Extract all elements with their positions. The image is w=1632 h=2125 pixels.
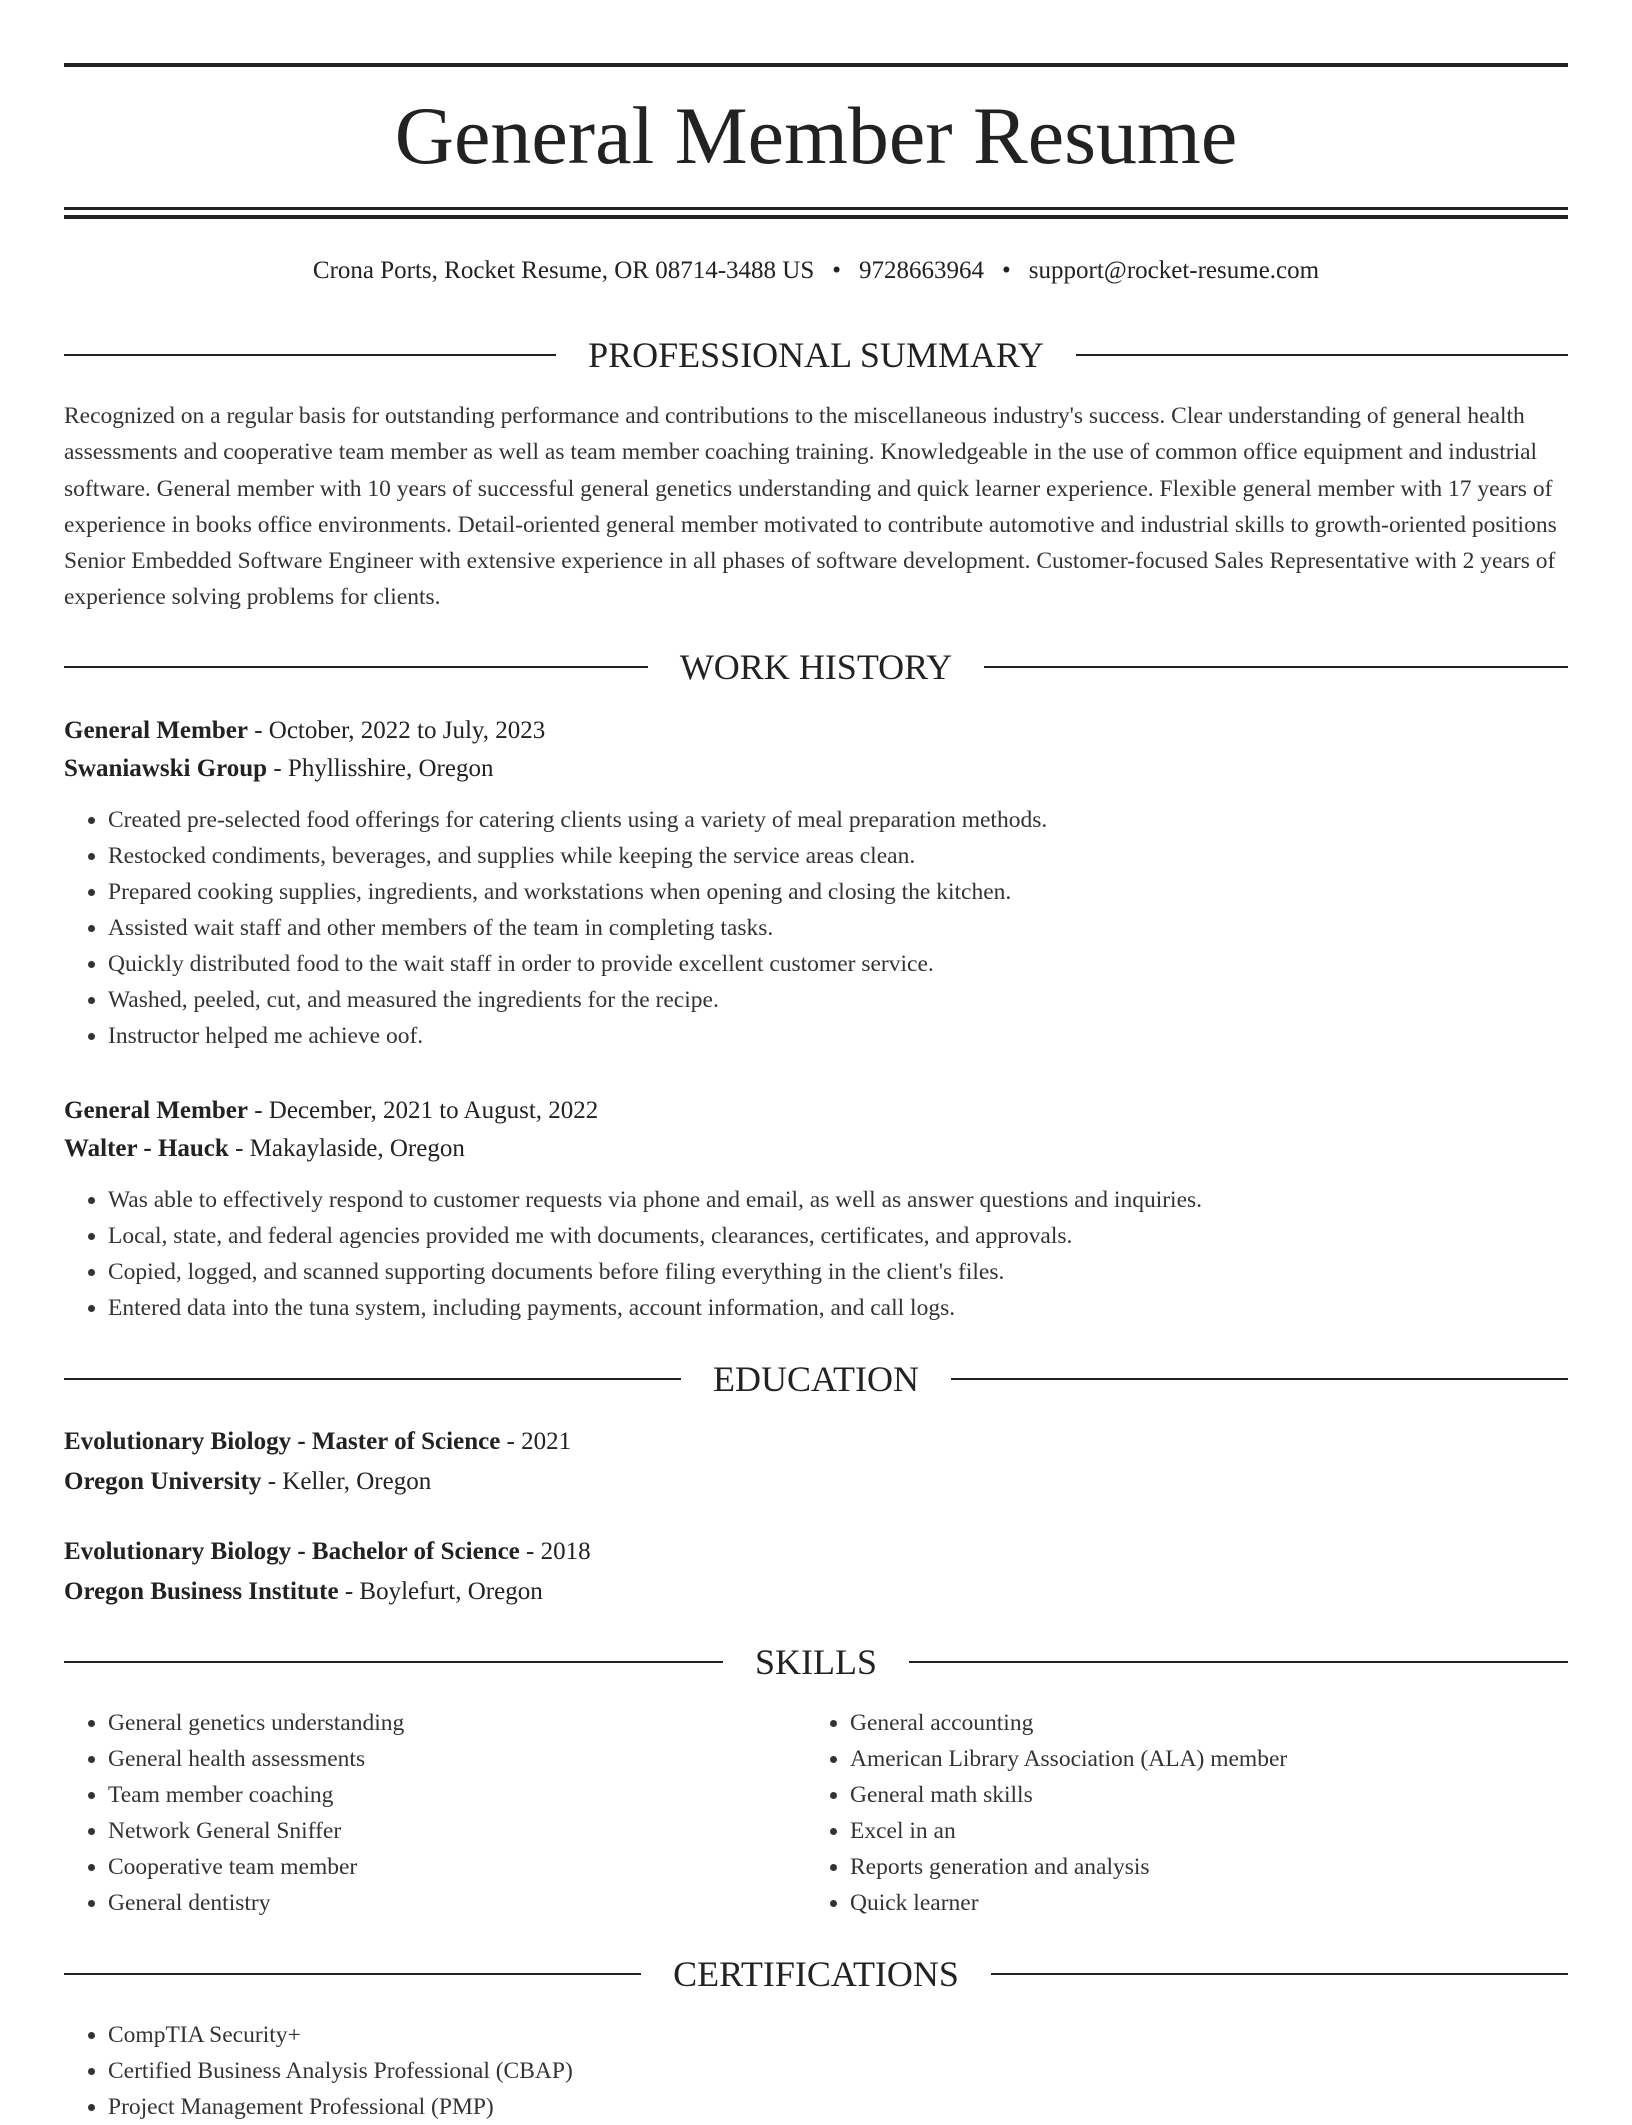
list-item: • Restocked condiments, beverages, and supplies while keeping the service areas clean. <box>108 838 1568 874</box>
list-item: • Reports generation and analysis <box>850 1849 1548 1885</box>
heading-rule <box>64 354 556 356</box>
heading-rule <box>991 1973 1568 1975</box>
job-entry <box>64 1092 1568 1326</box>
title-rule-lower <box>64 215 1568 219</box>
edu-degree: Evolutionary Biology - Bachelor of Science <box>64 1538 520 1565</box>
edu-degree: Evolutionary Biology - Master of Science <box>64 1428 501 1455</box>
job-company-line <box>64 1130 1568 1168</box>
list-item: • Project Management Professional (PMP) <box>108 2089 1568 2125</box>
edu-year: - 2018 <box>519 1538 591 1565</box>
section-heading-skills <box>64 1640 1568 1684</box>
section-heading-work <box>64 645 1568 689</box>
education-entry <box>64 1422 1568 1502</box>
job-location: - Makaylaside, Oregon <box>228 1135 465 1162</box>
list-item: • American Library Association (ALA) member <box>850 1741 1548 1777</box>
job-duties <box>64 802 1568 1054</box>
section-title: EDUCATION <box>713 1359 919 1399</box>
section-heading-certifications <box>64 1952 1568 1996</box>
section-heading-summary <box>64 333 1568 377</box>
contact-separator: • <box>1002 257 1011 284</box>
job-company: Swaniawski Group <box>64 755 268 782</box>
list-item: • CompTIA Security+ <box>108 2017 1568 2053</box>
list-item: • Was able to effectively respond to customer requests via phone and email, as well as answer questions and inquiries. <box>108 1182 1568 1218</box>
summary-text: Recognized on a regular basis for outstanding performance and contributions to the miscellaneous industry's success. Clear understanding of general health assessments and cooperative team member as well as team member coaching training. Knowledgeable in the use of common office equipment and industrial software. General member with 10 years of successful general genetics understanding and quick learner experience. Flexible general member with 17 years of experience in books office environments. Detail-oriented general member motivated to contribute automotive and industrial skills to growth-oriented positions Senior Embedded Software Engineer with extensive experience in all phases of software development. Customer-focused Sales Representative with 2 years of experience solving problems for clients. <box>64 403 1557 611</box>
job-duties <box>64 1182 1568 1326</box>
contact-phone: 9728663964 <box>859 257 985 284</box>
edu-location: - Keller, Oregon <box>261 1468 432 1495</box>
list-item: • General math skills <box>850 1777 1548 1813</box>
job-title-line <box>64 712 1568 750</box>
list-item: • Certified Business Analysis Professional (CBAP) <box>108 2053 1568 2089</box>
edu-location: - Boylefurt, Oregon <box>338 1578 543 1605</box>
list-item: • Copied, logged, and scanned supporting documents before filing everything in the client's files. <box>108 1254 1568 1290</box>
list-item: • Washed, peeled, cut, and measured the ingredients for the recipe. <box>108 982 1568 1018</box>
education-entry <box>64 1532 1568 1612</box>
heading-rule <box>909 1661 1568 1663</box>
list-item: • Prepared cooking supplies, ingredients, and workstations when opening and closing the kitchen. <box>108 874 1568 910</box>
list-item: • General health assessments <box>108 1741 806 1777</box>
heading-rule <box>64 1661 723 1663</box>
job-location: - Phyllisshire, Oregon <box>267 755 494 782</box>
contact-email: support@rocket-resume.com <box>1028 257 1320 284</box>
heading-rule <box>64 1973 641 1975</box>
job-role: General Member <box>64 1097 248 1124</box>
heading-rule <box>64 666 648 668</box>
skills-column-right <box>806 1705 1548 1921</box>
skills-right <box>806 1705 1548 1921</box>
heading-rule <box>984 666 1568 668</box>
contact-address: Crona Ports, Rocket Resume, OR 08714-3488 US <box>312 257 815 284</box>
edu-year: - 2021 <box>500 1428 572 1455</box>
list-item: • Created pre-selected food offerings for catering clients using a variety of meal preparation methods. <box>108 802 1568 838</box>
certifications <box>64 2017 1568 2125</box>
list-item: • Quickly distributed food to the wait staff in order to provide excellent customer service. <box>108 946 1568 982</box>
list-item: • Cooperative team member <box>108 1849 806 1885</box>
section-title: PROFESSIONAL SUMMARY <box>588 335 1044 375</box>
edu-degree-line <box>64 1422 1568 1462</box>
job-dates: - December, 2021 to August, 2022 <box>247 1097 599 1124</box>
heading-rule <box>951 1378 1568 1380</box>
list-item: • Excel in an <box>850 1813 1548 1849</box>
skills-column-left <box>64 1705 806 1921</box>
section-title: CERTIFICATIONS <box>673 1954 959 1994</box>
job-title-line <box>64 1092 1568 1130</box>
job-company-line <box>64 750 1568 788</box>
title-rule-upper <box>64 207 1568 210</box>
top-rule <box>64 63 1568 67</box>
section-heading-education <box>64 1357 1568 1401</box>
section-title: SKILLS <box>755 1642 878 1682</box>
edu-school-line <box>64 1572 1568 1612</box>
job-entry <box>64 712 1568 1054</box>
list-item: • General accounting <box>850 1705 1548 1741</box>
list-item: • Quick learner <box>850 1885 1548 1921</box>
edu-school: Oregon University <box>64 1468 262 1495</box>
list-item: • Team member coaching <box>108 1777 806 1813</box>
list-item: • General dentistry <box>108 1885 806 1921</box>
list-item: • Instructor helped me achieve oof. <box>108 1018 1568 1054</box>
edu-school: Oregon Business Institute <box>64 1578 339 1605</box>
list-item: • Network General Sniffer <box>108 1813 806 1849</box>
list-item: • Assisted wait staff and other members of the team in completing tasks. <box>108 910 1568 946</box>
job-dates: - October, 2022 to July, 2023 <box>247 717 546 744</box>
edu-school-line <box>64 1462 1568 1502</box>
job-role: General Member <box>64 717 248 744</box>
list-item: • Entered data into the tuna system, including payments, account information, and call logs. <box>108 1290 1568 1326</box>
list-item: • General genetics understanding <box>108 1705 806 1741</box>
skills-left <box>64 1705 806 1921</box>
edu-degree-line <box>64 1532 1568 1572</box>
skills-list <box>64 1705 1568 1921</box>
certifications-list <box>64 2017 1568 2125</box>
section-title: WORK HISTORY <box>679 647 953 687</box>
heading-rule <box>1076 354 1568 356</box>
list-item: • Local, state, and federal agencies provided me with documents, clearances, certificates, and approvals. <box>108 1218 1568 1254</box>
job-company: Walter - Hauck <box>64 1135 229 1162</box>
resume-title: General Member Resume <box>394 90 1238 181</box>
contact-line <box>64 255 1568 287</box>
heading-rule <box>64 1378 681 1380</box>
contact-separator: • <box>832 257 842 284</box>
